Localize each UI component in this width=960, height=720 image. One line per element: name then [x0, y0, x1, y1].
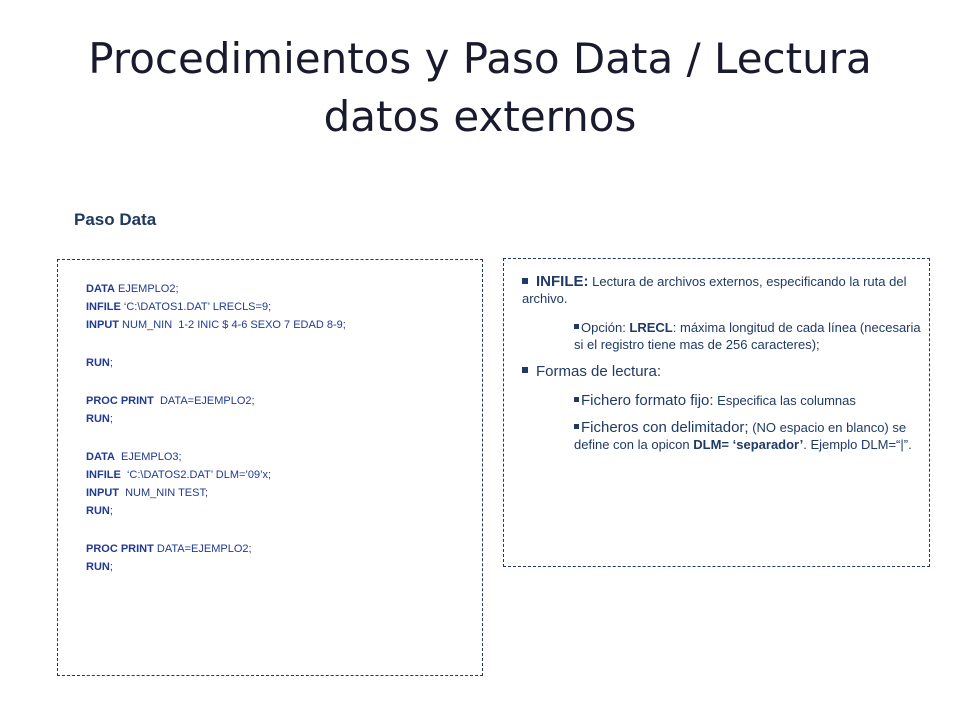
- separator-keyword: ‘separador’: [732, 437, 804, 452]
- code-text: EJEMPLO3;: [114, 451, 182, 463]
- code-keyword: PROC PRINT: [86, 543, 154, 555]
- subbullet-label: Fichero formato fijo:: [581, 392, 714, 409]
- code-line: [86, 280, 346, 298]
- code-keyword: PROC PRINT: [86, 395, 154, 407]
- subbullet-prefix: Opción:: [581, 320, 630, 335]
- subbullet-text: : máxima longitud de cada línea (necesaria si el registro tiene mas de 256 caracteres);: [574, 320, 921, 352]
- info-box: [503, 258, 930, 567]
- subbullet-text: (NO espacio en blanco) se define con la opicon: [574, 420, 907, 452]
- code-text: DATA=EJEMPLO2;: [153, 395, 255, 407]
- code-keyword: INFILE: [86, 469, 121, 481]
- subbullet-lrecl: [574, 319, 925, 353]
- section-heading: Paso Data: [74, 210, 157, 229]
- code-line: [86, 410, 346, 428]
- code-text: DATA=EJEMPLO2;: [153, 543, 252, 555]
- code-line: [86, 502, 346, 520]
- sas-code: [86, 280, 346, 576]
- slide-title: Procedimientos y Paso Data / Lectura datos externos: [88, 34, 872, 141]
- subbullet-fijo: [574, 392, 925, 409]
- code-text: ‘C:\DATOS2.DAT’ DLM=’09’x;: [120, 469, 272, 481]
- dlm-keyword: DLM=: [693, 437, 730, 452]
- bullet-infile: [522, 273, 925, 307]
- square-bullet-icon: [574, 397, 579, 402]
- subbullet-text: . Ejemplo DLM=“|”.: [803, 437, 912, 452]
- bullet-list: [522, 273, 925, 463]
- code-line: [86, 484, 346, 502]
- code-keyword: RUN: [86, 357, 110, 369]
- code-text: ;: [109, 505, 113, 517]
- code-keyword: INFILE: [86, 301, 121, 313]
- code-keyword: DATA: [86, 451, 115, 463]
- bullet-text: Formas de lectura:: [536, 363, 662, 380]
- bullet-label: INFILE:: [536, 273, 589, 290]
- code-line: [86, 558, 346, 576]
- subbullet-text: Especifica las columnas: [713, 393, 856, 408]
- square-bullet-icon: [522, 278, 528, 284]
- code-keyword: RUN: [86, 413, 110, 425]
- code-line: [86, 298, 346, 316]
- code-text: ‘C:\DATOS1.DAT’ LRECLS=9;: [120, 301, 272, 313]
- square-bullet-icon: [574, 324, 579, 329]
- code-line: [86, 316, 346, 334]
- code-text: NUM_NIN TEST;: [119, 487, 209, 499]
- code-keyword: RUN: [86, 505, 110, 517]
- subbullet-delimitador: [574, 419, 925, 453]
- code-text: ;: [109, 413, 113, 425]
- bullet-formas: [522, 363, 925, 380]
- code-keyword: DATA: [86, 283, 115, 295]
- code-box: [57, 259, 483, 676]
- bullet-text: Lectura de archivos externos, especificando la ruta del archivo.: [522, 274, 907, 306]
- code-line: [86, 466, 346, 484]
- square-bullet-icon: [522, 367, 528, 373]
- square-bullet-icon: [574, 424, 579, 429]
- code-line: [86, 392, 346, 410]
- code-text: NUM_NIN 1-2 INIC $ 4-6 SEXO 7 EDAD 8-9;: [119, 319, 346, 331]
- subbullet-label: LRECL: [629, 320, 673, 335]
- code-line: [86, 448, 346, 466]
- code-text: EJEMPLO2;: [114, 283, 179, 295]
- code-line: [86, 354, 346, 372]
- subbullet-label: Ficheros con delimitador;: [581, 419, 749, 436]
- code-keyword: INPUT: [86, 487, 119, 499]
- code-text: ;: [109, 357, 113, 369]
- code-text: ;: [109, 561, 113, 573]
- code-keyword: INPUT: [86, 319, 119, 331]
- code-keyword: RUN: [86, 561, 110, 573]
- code-line: [86, 540, 346, 558]
